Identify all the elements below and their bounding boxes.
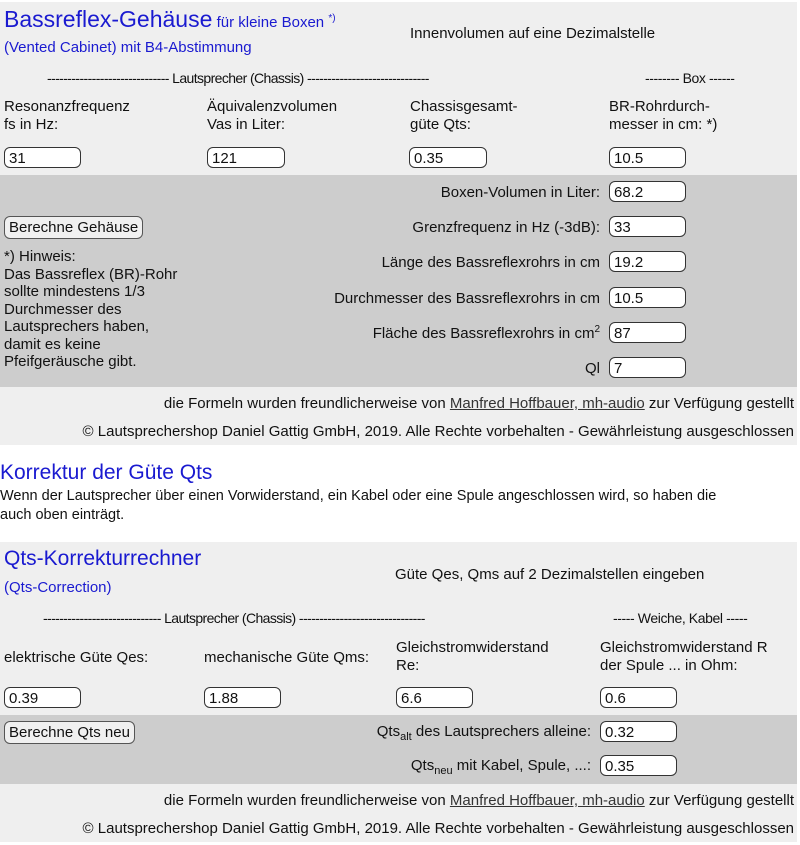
port-length-output[interactable]: 19.2 [609,251,686,272]
vas-label-line2: Vas in Liter: [207,116,286,133]
port-diameter-label: Durchmesser des Bassreflexrohrs in cm [334,290,600,307]
bassreflex-title [4,6,336,33]
qts-old-label-rest: des Lautsprechers alleine: [411,723,591,740]
note-line: Durchmesser des [4,300,122,318]
korrektur-text-line2: auch oben einträgt. [0,507,125,523]
qts-label [410,98,518,134]
vas-label-line1: Äquivalenzvolumen [207,98,338,115]
qts-label-line1: Chassisgesamt- [410,98,518,115]
qts-hint: Güte Qes, Qms auf 2 Dezimalstellen eingeben [395,566,705,583]
note-line: Pfeifgeräusche gibt. [4,353,137,370]
bassreflex-title-note: *) [328,13,336,24]
re-label-line2: Re: [396,657,420,674]
fs-input[interactable]: 31 [4,147,81,168]
vas-input[interactable]: 121 [207,147,285,168]
note-line: sollte mindestens 1/3 [4,283,145,300]
coil-resistance-label [600,639,768,675]
calculate-cabinet-button[interactable]: Berechne Gehäuse [4,216,143,239]
credit-suffix: zur Verfügung gestellt [648,792,794,809]
ql-label: Ql [585,360,600,377]
qts-old-output[interactable]: 0.32 [600,721,677,742]
vas-label [207,98,337,134]
qts-subtitle: (Qts-Correction) [4,579,112,596]
bassreflex-note [4,248,177,371]
note-line: *) Hinweis: [4,248,76,265]
re-label [396,639,549,675]
br-diameter-label-line1: BR-Rohrdurch- [609,98,710,115]
coil-resistance-input[interactable]: 0.6 [600,687,677,708]
bassreflex-title-suffix: für kleine Boxen [216,14,325,31]
qts-group-crossover: ----- Weiche, Kabel ----- [613,610,748,626]
qts-new-label [410,757,591,777]
credit-suffix: zur Verfügung gestellt [648,395,794,412]
qts-old-label-main: Qts [376,723,401,740]
fs-label [4,98,130,134]
credit-prefix: die Formeln wurden freundlicherweise von [163,395,446,412]
port-diameter-output[interactable]: 10.5 [609,287,686,308]
credit-link[interactable]: Manfred Hoffbauer, mh-audio [449,395,645,412]
qts-old-label-sub: alt [400,731,412,743]
qms-label [204,649,369,667]
port-area-label [373,325,600,342]
calculate-qts-button[interactable]: Berechne Qts neu [4,721,135,744]
re-input[interactable]: 6.6 [396,687,473,708]
qts-old-label [376,723,591,743]
qts-input[interactable]: 0.35 [409,147,487,168]
qts-new-label-main: Qts [410,757,435,774]
note-line: damit es keine [4,335,101,353]
bassreflex-credit [164,395,794,412]
qts-credit [164,792,794,809]
qts-new-output[interactable]: 0.35 [600,755,677,776]
fs-label-line2: fs in Hz: [4,116,59,133]
coil-resistance-label-line2: der Spule ... in Ohm: [600,657,738,674]
qts-label-line2: güte Qts: [410,116,471,133]
ql-output[interactable]: 7 [609,357,686,378]
qts-copyright: © Lautsprechershop Daniel Gattig GmbH, 2019. Alle Rechte vorbehalten - Gewährleistung ausgeschlossen [82,820,794,837]
re-label-line1: Gleichstromwiderstand [396,639,549,656]
credit-link[interactable]: Manfred Hoffbauer, mh-audio [449,792,645,809]
qts-title: Qts-Korrekturrechner [4,547,202,570]
fs-label-line1: Resonanzfrequenz [4,98,130,115]
bassreflex-hint: Innenvolumen auf eine Dezimalstelle [410,25,656,42]
qes-label-line1: elektrische Güte Qes: [4,649,149,666]
qes-input[interactable]: 0.39 [4,687,81,708]
korrektur-text-line1: Wenn der Lautsprecher über einen Vorwiderstand, ein Kabel oder eine Spule angeschlossen wird, so haben die [0,488,717,504]
qts-new-label-rest: mit Kabel, Spule, ...: [452,757,591,774]
bassreflex-title-main: Bassreflex-Gehäuse [4,6,213,32]
qes-label [4,649,148,667]
coil-resistance-label-line1: Gleichstromwiderstand R [600,639,768,656]
credit-prefix: die Formeln wurden freundlicherweise von [163,792,446,809]
port-length-label: Länge des Bassreflexrohrs in cm [381,254,600,271]
qts-new-label-sub: neu [434,765,453,777]
bassreflex-subtitle: (Vented Cabinet) mit B4-Abstimmung [4,39,252,56]
br-diameter-label-line2: messer in cm: *) [609,116,718,133]
bassreflex-group-box: -------- Box ------ [645,70,735,86]
bassreflex-copyright: © Lautsprechershop Daniel Gattig GmbH, 2019. Alle Rechte vorbehalten - Gewährleistung ausgeschlossen [82,423,794,440]
qts-group-speaker: ----------------------------- Lautsprecher (Chassis) ------------------------------- [43,610,425,626]
port-area-label-text: Fläche des Bassreflexrohrs in cm [372,325,595,342]
qms-label-line1: mechanische Güte Qms: [204,649,370,666]
br-diameter-label [609,98,717,134]
note-line: Das Bassreflex (BR)-Rohr [4,265,178,283]
box-volume-output[interactable]: 68.2 [609,181,686,202]
cutoff-frequency-output[interactable]: 33 [609,216,686,237]
port-area-label-sup: 2 [594,324,600,335]
port-area-output[interactable]: 87 [609,322,686,343]
br-diameter-input[interactable]: 10.5 [609,147,686,168]
qms-input[interactable]: 1.88 [204,687,281,708]
korrektur-heading: Korrektur der Güte Qts [0,461,213,484]
box-volume-label: Boxen-Volumen in Liter: [440,184,600,201]
cutoff-frequency-label: Grenzfrequenz in Hz (-3dB): [412,219,600,236]
note-line: Lautsprechers haben, [4,318,150,335]
bassreflex-group-speaker: ------------------------------ Lautsprecher (Chassis) ------------------------------ [47,70,429,86]
